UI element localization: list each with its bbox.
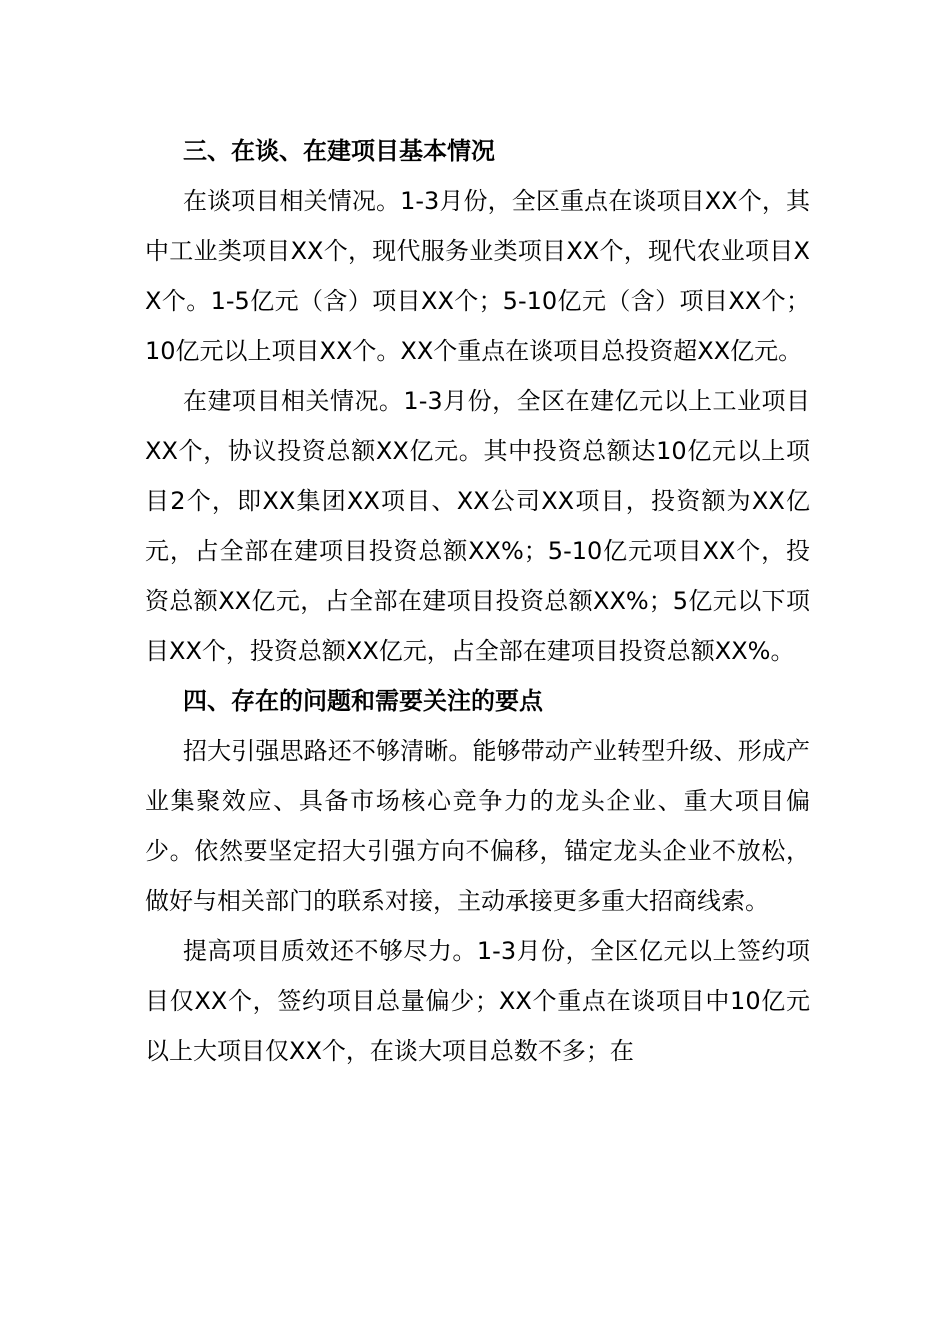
paragraph-project-quality: 提高项目质效还不够尽力。1-3月份，全区亿元以上签约项目仅XX个，签约项目总量偏少；XX个重点在谈项目中10亿元以上大项目仅XX个，在谈大项目总数不多；在: [145, 937, 810, 1065]
section-heading-3: 三、在谈、在建项目基本情况: [183, 137, 495, 165]
section-heading-4: 四、存在的问题和需要关注的要点: [183, 687, 543, 715]
document-page: [145, 126, 810, 1076]
paragraph-investment-strategy: 招大引强思路还不够清晰。能够带动产业转型升级、形成产业集聚效应、具备市场核心竞争力的龙头企业、重大项目偏少。依然要坚定招大引强方向不偏移，锚定龙头企业不放松，做好与相关部门的联系对接，主动承接更多重大招商线索。: [145, 737, 810, 915]
paragraph-negotiating-projects: 在谈项目相关情况。1-3月份，全区重点在谈项目XX个，其中工业类项目XX个，现代服务业类项目XX个，现代农业项目XX个。1-5亿元（含）项目XX个；5-10亿元（含）项目XX个；10亿元以上项目XX个。XX个重点在谈项目总投资超XX亿元。: [145, 187, 810, 365]
paragraph-construction-projects: 在建项目相关情况。1-3月份，全区在建亿元以上工业项目XX个，协议投资总额XX亿元。其中投资总额达10亿元以上项目2个，即XX集团XX项目、XX公司XX项目，投资额为XX亿元，占全部在建项目投资总额XX%；5-10亿元项目XX个，投资总额XX亿元，占全部在建项目投资总额XX%；5亿元以下项目XX个，投资总额XX亿元，占全部在建项目投资总额XX%。: [145, 387, 810, 665]
